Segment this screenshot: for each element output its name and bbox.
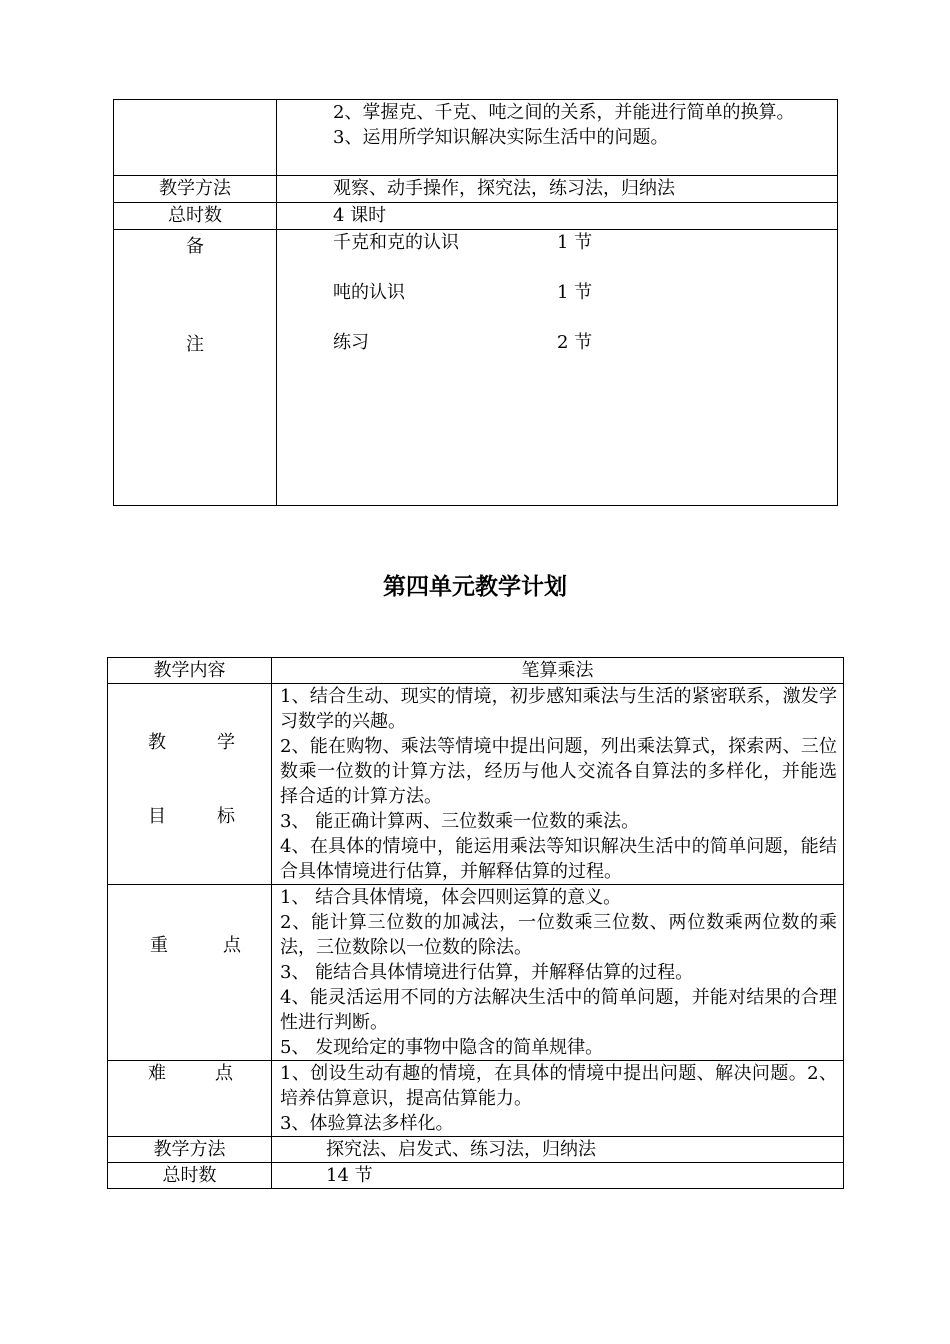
lesson-name: 练习 <box>333 332 369 353</box>
key-item: 5、 发现给定的事物中隐含的简单规律。 <box>280 1037 604 1058</box>
lesson-count: 1 节 <box>557 232 593 253</box>
table-row <box>114 203 838 230</box>
key-item: 4、能灵活运用不同的方法解决生活中的简单问题，并能对结果的合理性进行判断。 <box>280 987 837 1033</box>
lesson-row <box>287 280 829 330</box>
table-row <box>108 684 844 885</box>
content-label: 教学内容 <box>108 658 272 684</box>
table-row <box>108 1061 844 1137</box>
lesson-name: 千克和克的认识 <box>333 232 459 253</box>
key-label-line <box>108 933 271 958</box>
table-row <box>108 658 844 684</box>
objectives-cell <box>277 100 838 176</box>
key-item: 1、 结合具体情境，体会四则运算的意义。 <box>280 887 622 908</box>
difficulty-label-line <box>108 1061 271 1086</box>
keys-cell <box>272 885 844 1061</box>
hours-value: 14 节 <box>326 1165 373 1186</box>
method-label: 教学方法 <box>114 176 277 203</box>
table-row <box>108 1137 844 1163</box>
method-value-cell <box>277 176 838 203</box>
table-row <box>114 230 838 506</box>
hours-value: 4 课时 <box>333 205 387 226</box>
difficulty-label-char: 点 <box>215 1063 233 1084</box>
difficulties-cell <box>272 1061 844 1137</box>
unit-four-plan-table <box>107 657 844 1189</box>
lesson-name: 吨的认识 <box>333 282 405 303</box>
page-title: 第四单元教学计划 <box>383 574 567 600</box>
hours-label: 总时数 <box>108 1163 272 1189</box>
method-value-cell <box>272 1137 844 1163</box>
key-label-char: 点 <box>223 935 241 956</box>
key-item: 2、能计算三位数的加减法，一位数乘三位数、两位数乘两位数的乘法，三位数除以一位数的除法。 <box>280 912 837 958</box>
key-item: 3、 能结合具体情境进行估算，并解释估算的过程。 <box>280 962 694 983</box>
lessons-cell <box>277 230 838 506</box>
goals-label-line <box>108 730 271 755</box>
note-label-cell <box>114 230 277 506</box>
difficulty-item: 3、体验算法多样化。 <box>280 1113 454 1134</box>
table-row <box>114 176 838 203</box>
lesson-row <box>287 330 829 380</box>
empty-label-cell <box>114 100 277 176</box>
goals-label-char: 标 <box>217 806 235 827</box>
method-value: 探究法、启发式、练习法，归纳法 <box>326 1139 596 1160</box>
hours-value-cell <box>272 1163 844 1189</box>
goals-label-char: 目 <box>148 806 166 827</box>
hours-value-cell <box>277 203 838 230</box>
note-label-char: 备 <box>186 236 204 257</box>
goals-label-line <box>108 804 271 829</box>
goal-item: 4、在具体的情境中，能运用乘法等知识解决生活中的简单问题，能结合具体情境进行估算，并解释估算的过程。 <box>280 836 837 882</box>
lesson-row <box>287 230 829 280</box>
goal-item: 2、能在购物、乘法等情境中提出问题，列出乘法算式，探索两、三位数乘一位数的计算方法，经历与他人交流各自算法的多样化，并能选择合适的计算方法。 <box>280 736 837 807</box>
method-label: 教学方法 <box>108 1137 272 1163</box>
lesson-count: 2 节 <box>557 332 593 353</box>
key-label-cell <box>108 885 272 1061</box>
lesson-count: 1 节 <box>557 282 593 303</box>
table-row <box>108 1163 844 1189</box>
hours-label: 总时数 <box>114 203 277 230</box>
goals-label-cell <box>108 684 272 885</box>
objective-item: 3、运用所学知识解决实际生活中的问题。 <box>333 127 669 148</box>
key-label-char: 重 <box>150 935 168 956</box>
note-label-char: 注 <box>186 334 204 355</box>
goal-item: 3、 能正确计算两、三位数乘一位数的乘法。 <box>280 811 640 832</box>
difficulty-label-cell <box>108 1061 272 1137</box>
difficulty-item: 1、创设生动有趣的情境，在具体的情境中提出问题、解决问题。2、培养估算意识，提高估算能力。 <box>280 1063 837 1109</box>
method-value: 观察、动手操作，探究法，练习法，归纳法 <box>333 178 675 199</box>
table-row <box>108 885 844 1061</box>
unit-plan-table-continued <box>113 99 838 506</box>
goals-label-char: 学 <box>217 732 235 753</box>
difficulty-label-char: 难 <box>148 1063 166 1084</box>
goal-item: 1、结合生动、现实的情境，初步感知乘法与生活的紧密联系，激发学习数学的兴趣。 <box>280 686 837 732</box>
objective-item: 2、掌握克、千克、吨之间的关系，并能进行简单的换算。 <box>333 102 795 123</box>
goals-label-char: 教 <box>148 732 166 753</box>
table-row <box>114 100 838 176</box>
goals-cell <box>272 684 844 885</box>
content-value: 笔算乘法 <box>272 658 844 684</box>
